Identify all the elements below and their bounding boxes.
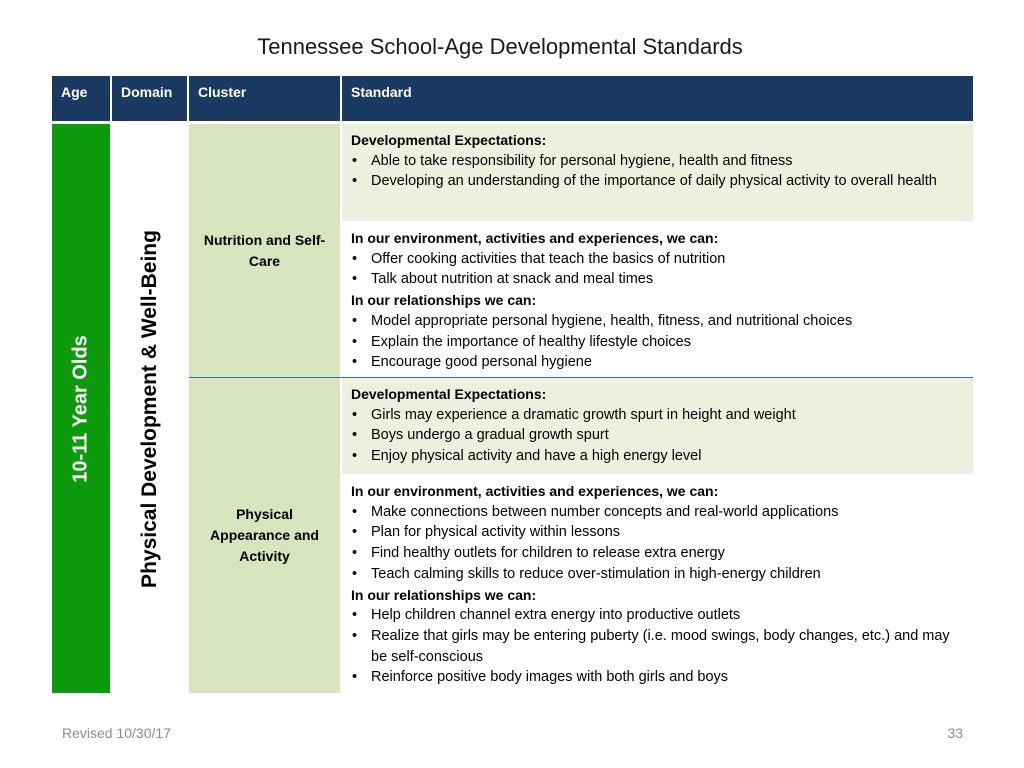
cluster-label: Nutrition and Self-Care — [203, 231, 326, 269]
section-heading: Developmental Expectations: — [351, 132, 547, 148]
bullet-list — [351, 502, 964, 585]
header-standard: Standard — [342, 76, 973, 121]
section-heading: In our environment, activities and experiences, we can: — [351, 483, 719, 499]
list-item: • Offer cooking activities that teach the basics of nutrition — [351, 249, 964, 270]
age-label: 10-11 Year Olds — [69, 334, 92, 483]
list-item: • Reinforce positive body images with both girls and boys — [351, 667, 964, 688]
section-heading: Developmental Expectations: — [351, 386, 547, 402]
bullet-list — [351, 311, 964, 373]
expectations-cell-nutrition — [342, 124, 973, 221]
page-title: Tennessee School-Age Developmental Standards — [257, 34, 743, 59]
list-item: • Make connections between number concepts and real-world applications — [351, 502, 964, 523]
section-heading: In our relationships we can: — [351, 586, 537, 603]
cluster-label: Physical Appearance and Activity — [210, 506, 319, 564]
list-item: • Talk about nutrition at snack and meal times — [351, 269, 964, 290]
list-item: • Teach calming skills to reduce over-stimulation in high-energy children — [351, 564, 964, 585]
strategies-cell-nutrition — [342, 222, 973, 377]
list-item: • Developing an understanding of the importance of daily physical activity to overall health — [351, 171, 964, 192]
list-item: • Help children channel extra energy into productive outlets — [351, 605, 964, 626]
page-number: 33 — [947, 725, 963, 741]
list-item: • Enjoy physical activity and have a high energy level — [351, 446, 964, 467]
revised-date: Revised 10/30/17 — [62, 725, 171, 741]
domain-column — [112, 124, 187, 693]
list-item: • Girls may experience a dramatic growth spurt in height and weight — [351, 405, 964, 426]
bullet-list — [351, 605, 964, 688]
header-cluster: Cluster — [189, 76, 340, 121]
bullet-list — [351, 151, 964, 192]
list-item: • Plan for physical activity within lessons — [351, 522, 964, 543]
section-heading: In our relationships we can: — [351, 292, 537, 309]
cluster-nutrition-self-care — [189, 124, 340, 377]
section-heading: In our environment, activities and experiences, we can: — [351, 230, 719, 246]
bullet-list — [351, 249, 964, 290]
list-item: • Boys undergo a gradual growth spurt — [351, 425, 964, 446]
expectations-cell-physical — [342, 378, 973, 474]
list-item: • Explain the importance of healthy lifestyle choices — [351, 332, 964, 353]
list-item: • Able to take responsibility for personal hygiene, health and fitness — [351, 151, 964, 172]
cluster-physical-appearance-activity — [189, 378, 340, 693]
strategies-cell-physical — [342, 475, 973, 693]
header-age: Age — [52, 76, 110, 121]
bullet-list — [351, 405, 964, 467]
header-domain: Domain — [112, 76, 187, 121]
list-item: • Find healthy outlets for children to release extra energy — [351, 543, 964, 564]
domain-label: Physical Development & Well-Being — [137, 229, 161, 588]
list-item: • Realize that girls may be entering puberty (i.e. mood swings, body changes, etc.) and may be self-conscious — [351, 626, 964, 667]
age-column — [52, 124, 110, 693]
list-item: • Model appropriate personal hygiene, health, fitness, and nutritional choices — [351, 311, 964, 332]
list-item: • Encourage good personal hygiene — [351, 352, 964, 373]
